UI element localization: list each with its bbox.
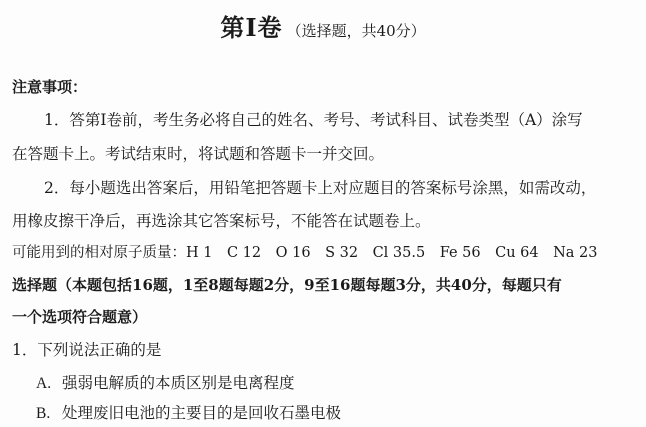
atomic-masses: 可能用到的相对原子质量：H 1 C 12 O 16 S 32 Cl 35.5 Fe 56 Cu 64 Na 23 [12, 245, 598, 261]
paper-title-main: 第Ⅰ卷 [220, 13, 283, 42]
paper-title [0, 8, 646, 43]
section-instructions-line-2: 一个选项符合题意） [12, 308, 148, 326]
option-text: 处理废旧电池的主要目的是回收石墨电极 [62, 404, 342, 422]
notice-item-2-line-1: 2．每小题选出答案后，用铅笔把答题卡上对应题目的答案标号涂黑，如需改动， [44, 179, 597, 197]
notice-item-1-line-1: 1．答第Ⅰ卷前，考生务必将自己的姓名、考号、考试科目、试卷类型（A）涂写 [44, 111, 583, 129]
option-letter: B. [36, 405, 51, 422]
notice-item-2-line-2: 用橡皮擦干净后，再选涂其它答案标号，不能答在试题卷上。 [12, 212, 431, 230]
question-1-option-b [36, 401, 341, 423]
option-letter: A. [36, 375, 52, 392]
question-1-option-a [36, 371, 295, 393]
notice-item-1-line-2: 在答题卡上。考试结束时，将试题和答题卡一并交回。 [12, 145, 385, 163]
notice-heading: 注意事项： [12, 78, 88, 96]
question-1-stem: 1．下列说法正确的是 [12, 341, 162, 359]
option-text: 强弱电解质的本质区别是电离程度 [62, 374, 295, 392]
paper-title-sub: （选择题，共40分） [286, 22, 426, 40]
section-instructions-line-1: 选择题（本题包括16题，1至8题每题2分，9至16题每题3分，共40分，每题只有 [12, 276, 562, 294]
